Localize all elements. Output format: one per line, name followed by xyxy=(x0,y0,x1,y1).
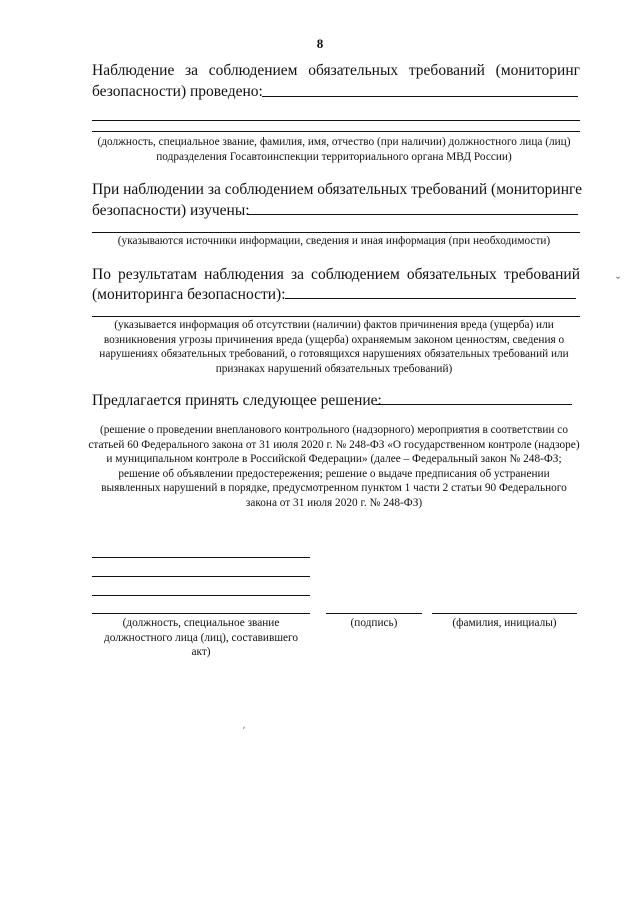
monitoring-heading-line2: безопасности) проведено: xyxy=(92,83,263,100)
decision-heading: Предлагается принять следующее решение: xyxy=(92,392,382,409)
name-caption: (фамилия, инициалы) xyxy=(452,617,557,629)
signature-line xyxy=(326,613,422,614)
caption-rule xyxy=(92,232,580,233)
page-number: 8 xyxy=(316,36,324,51)
results-field-line xyxy=(285,298,576,299)
caption-rule xyxy=(92,316,580,317)
decision-caption: (решение о проведении внепланового контрольного (надзорного) мероприятия в соответствии со статьей 60 Федерального закона от 31 июля 2020 г. № 248-ФЗ «О государственном контроле (надзоре) и муниципальном контроле в Российской Федерации» (далее – Федеральный закон № 248-ФЗ; решение об объявлении предостережения; решение о выдаче предписания об устранении выявленных нарушений в порядке, предусмотренном пунктом 1 части 2 статьи 90 Федерального закона от 31 июля 2020 г. № 248-ФЗ) xyxy=(88,424,580,509)
position-caption: (должность, специальное звание должностного лица (лиц), составившего акт) xyxy=(103,617,299,659)
monitoring-heading-line1: Наблюдение за соблюдением обязательных требований (мониторинг xyxy=(92,62,580,79)
signature-caption: (подпись) xyxy=(350,617,398,629)
results-heading-line1: По результатам наблюдения за соблюдением обязательных требований xyxy=(92,266,580,283)
studied-heading-line1: При наблюдении за соблюдением обязательных требований (мониторинге xyxy=(92,181,583,198)
signature-position-line-4 xyxy=(92,613,310,614)
results-heading-line2: (мониторинга безопасности): xyxy=(92,286,286,303)
name-initials-line xyxy=(432,613,577,614)
signature-position-line-2 xyxy=(92,576,310,577)
decision-field-line xyxy=(376,404,572,405)
studied-heading-line2: безопасности) изучены: xyxy=(92,202,250,219)
margin-mark: ˇ xyxy=(616,274,620,288)
studied-caption: (указываются источники информации, сведения и иная информация (при необходимости) xyxy=(117,235,551,247)
signature-position-line xyxy=(92,557,310,558)
studied-field-line xyxy=(247,214,578,215)
monitoring-field-line xyxy=(262,96,578,97)
results-caption: (указывается информация об отсутствии (наличии) фактов причинения вреда (ущерба) или возникновения угрозы причинения вреда (ущерба) охраняемым законом ценностям, сведения о нарушениях обязательных требований, о готовящихся нарушениях обязательных требований или признаках нарушений обязательных требований) xyxy=(99,319,569,375)
monitoring-caption: (должность, специальное звание, фамилия, имя, отчество (при наличии) должностного лица (лиц) подразделения Госавтоинспекции территориального органа МВД России) xyxy=(97,136,571,163)
stray-mark: ˊ xyxy=(240,724,251,739)
caption-rule xyxy=(92,131,580,132)
monitoring-field-line-2 xyxy=(92,120,580,121)
signature-position-line-3 xyxy=(92,595,310,596)
